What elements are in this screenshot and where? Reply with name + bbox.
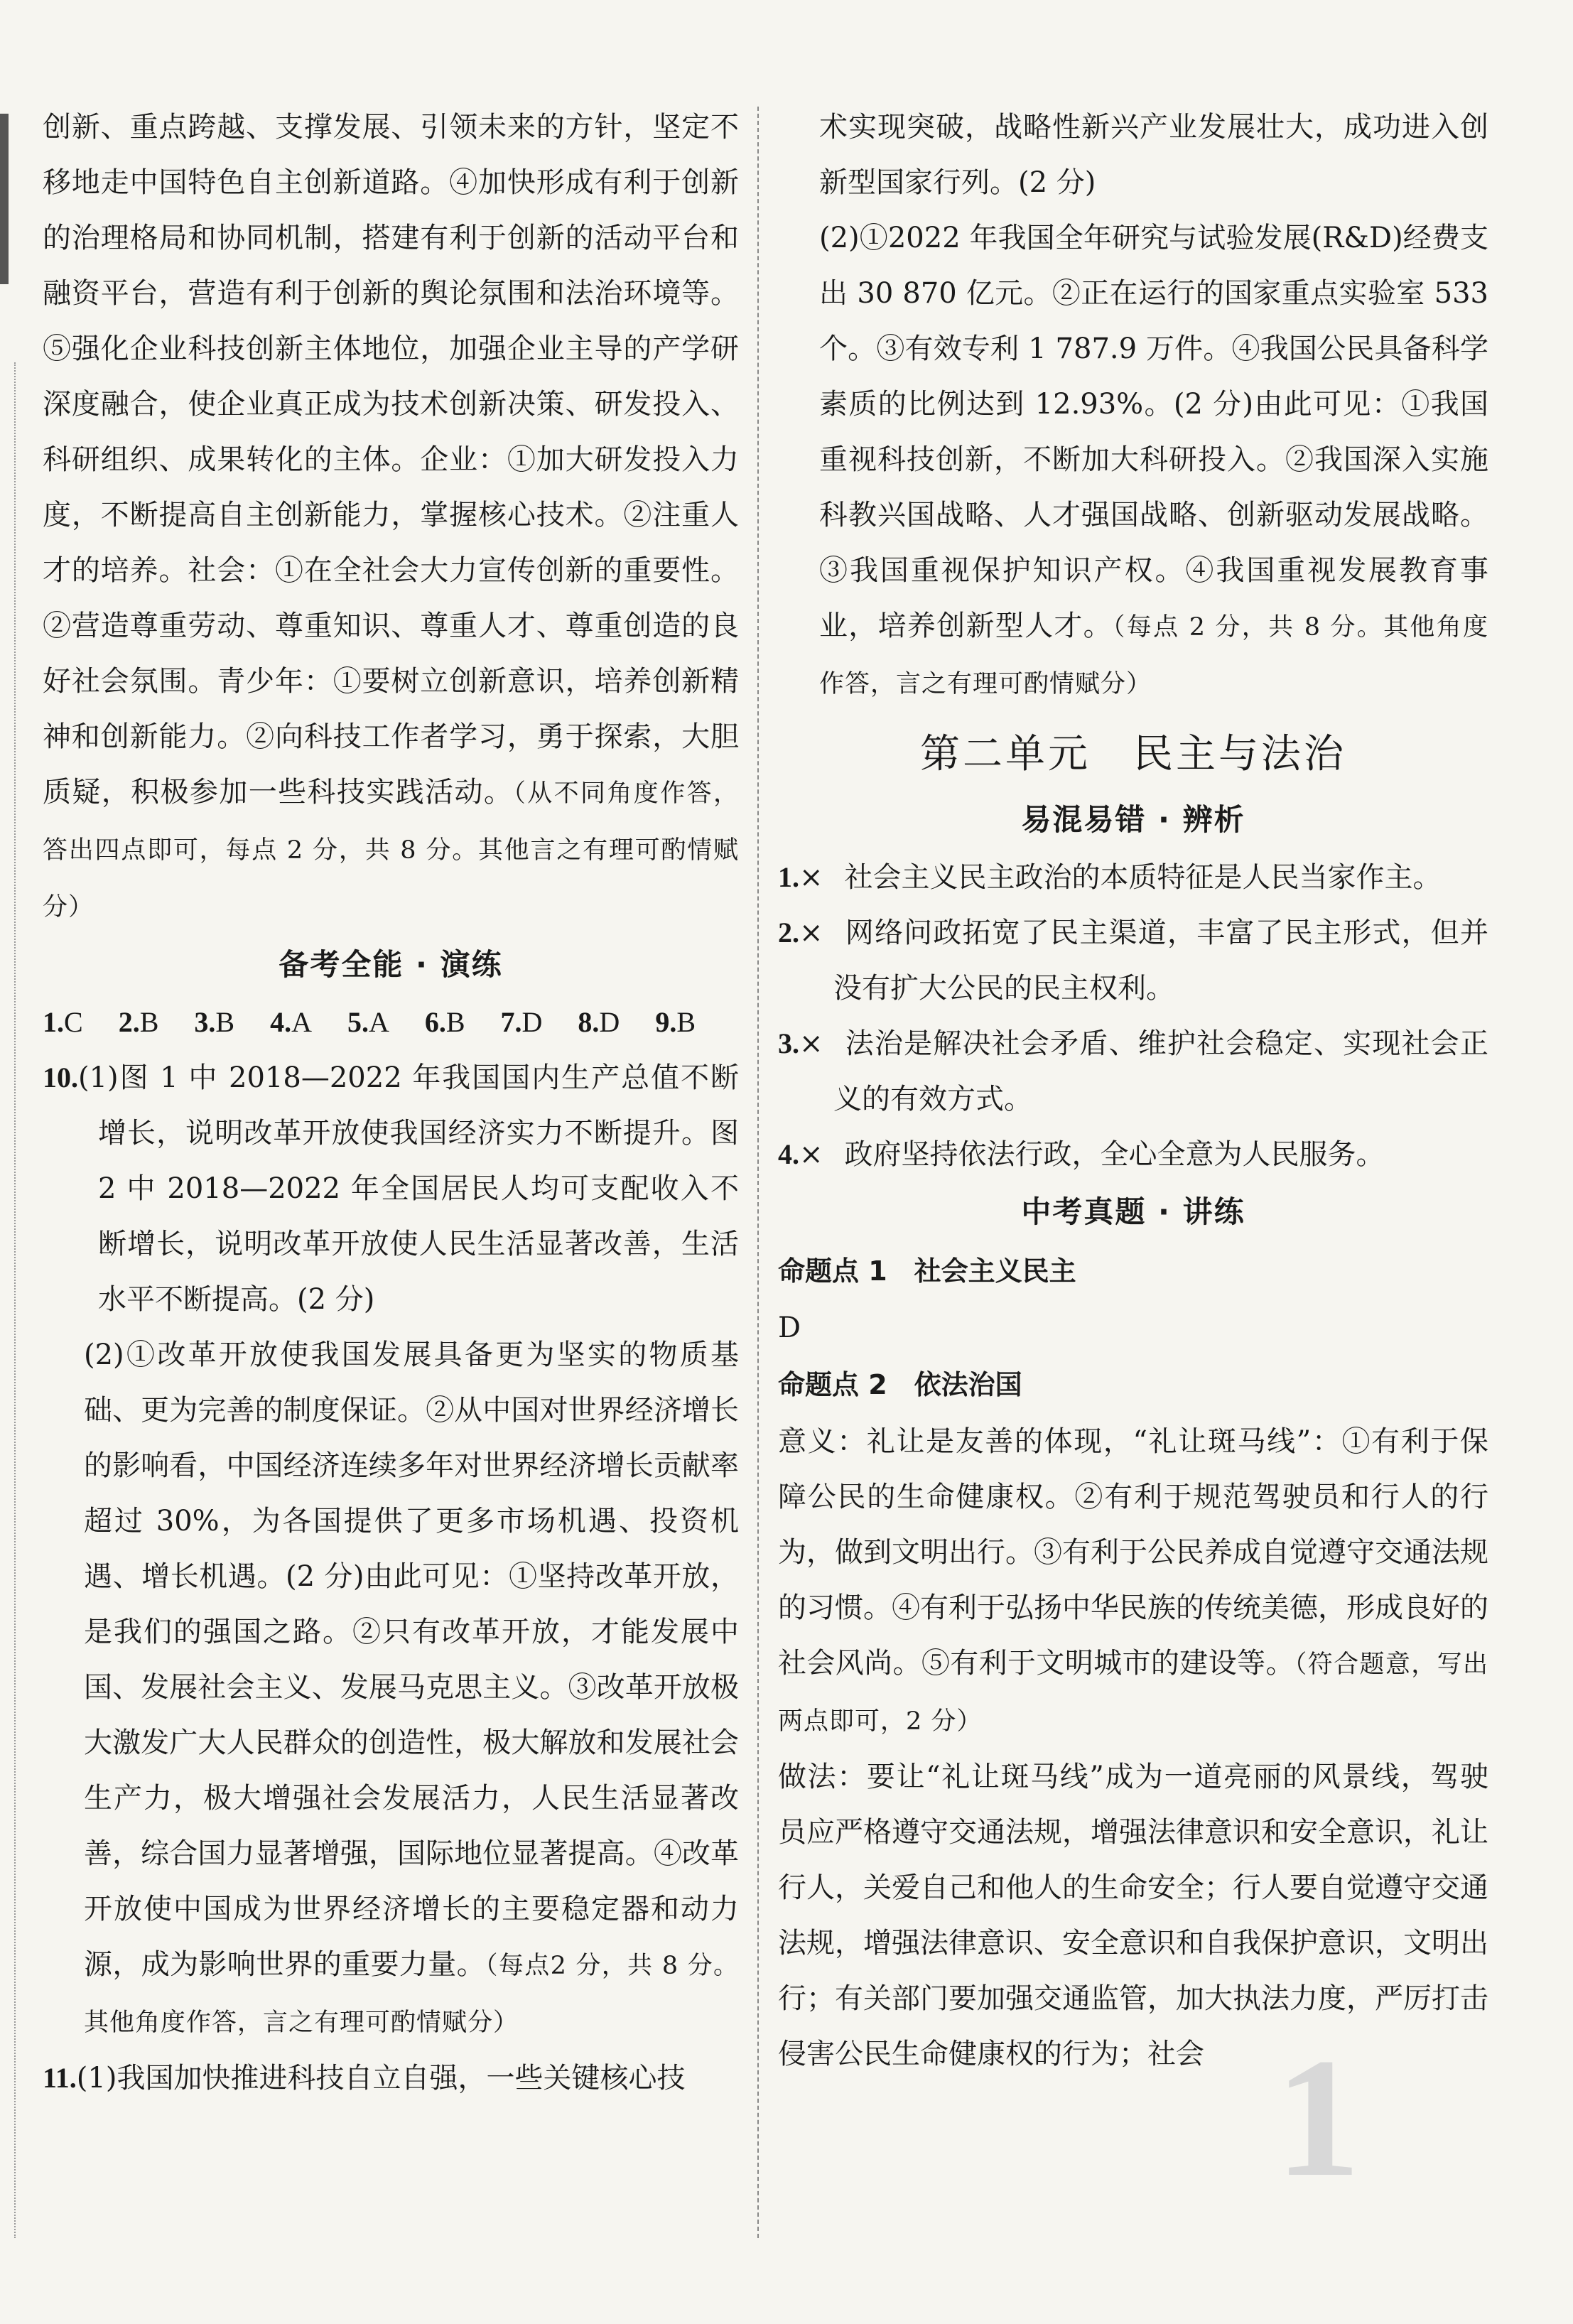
cross-mark: × xyxy=(799,1138,823,1171)
right-column xyxy=(778,99,1488,2082)
unit-title: 第二单元 民主与法治 xyxy=(920,731,1346,777)
key-point-heading: 命题点 1 社会主义民主 xyxy=(778,1255,1076,1287)
method-paragraph: 做法：要让“礼让斑马线”成为一道亮丽的风景线，驾驶员应严格遵守交通法规，增强法律意识和安全意识，礼让行人，关爱自己和他人的生命安全；行人要自觉遵守交通法规，增强法律意识、安全意识和自我保护意识，文明出行；有关部门要加强交通监管，加大执法力度，严厉打击侵害公民生命健康权的行为；社会 xyxy=(778,1761,1488,2070)
error-item: 1.× 社会主义民主政治的本质特征是人民当家作主。 xyxy=(778,861,1442,894)
meaning-paragraph: 意义：礼让是友善的体现，“礼让斑马线”：①有利于保障公民的生命健康权。②有利于规范驾驶员和行人的行为，做到文明出行。③有利于公民养成自觉遵守交通法规的习惯。④有利于弘扬中华民族的传统美德，形成良好的社会风尚。⑤有利于文明城市的建设等。（符合题意，写出两点即可，2 分） xyxy=(778,1425,1488,1736)
error-item: 3.× 法治是解决社会矛盾、维护社会稳定、实现社会正义的有效方式。 xyxy=(778,1027,1488,1115)
scoring-note: （从不同角度作答，答出四点即可，每点 2 分，共 8 分。其他言之有理可酌情赋分） xyxy=(43,779,739,922)
multiple-choice-answers xyxy=(43,995,739,1050)
section-title-errors: 易混易错 · 辨析 xyxy=(1021,802,1245,837)
mc-answer: 5.A xyxy=(347,1006,389,1038)
cross-mark: × xyxy=(799,917,823,949)
mc-answer: 8.D xyxy=(578,1006,620,1038)
left-column xyxy=(43,99,739,2106)
scoring-note: （每点2 分，共 8 分。其他角度作答，言之有理可酌情赋分） xyxy=(84,1952,740,2037)
mc-answer: 3.B xyxy=(194,1006,235,1038)
question-number: 10. xyxy=(43,1061,78,1093)
error-item: 4.× 政府坚持依法行政，全心全意为人民服务。 xyxy=(778,1138,1385,1171)
cross-mark: × xyxy=(799,1027,823,1060)
cross-mark: × xyxy=(799,861,823,894)
error-item: 2.× 网络问政拓宽了民主渠道，丰富了民主形式，但并没有扩大公民的民主权利。 xyxy=(778,917,1488,1005)
q11-continuation: 术实现突破，战略性新兴产业发展壮大，成功进入创新型国家行列。(2 分) xyxy=(819,111,1488,199)
q10-part2: (2)①改革开放使我国发展具备更为坚实的物质基础、更为完善的制度保证。②从中国对世界经济增长的影响看，中国经济连续多年对世界经济增长贡献率超过 30%，为各国提供了更多市场机遇、投资机遇、增长机遇。(2 分)由此可见：①坚持改革开放，是我们的强国之路。②只有改革开放，才能发展中国、发展社会主义、发展马克思主义。③改革开放极大激发广大人民群众的创造性，极大解放和发展社会生产力，极大增强社会发展活力，人民生活显著改善，综合国力显著增强，国际地位显著提高。④改革开放使中国成为世界经济增长的主要稳定器和动力源，成为影响世界的重要力量。（每点2 分，共 8 分。其他角度作答，言之有理可酌情赋分） xyxy=(84,1339,740,2037)
q10-part1: 10.(1)图 1 中 2018—2022 年我国国内生产总值不断增长，说明改革开放使我国经济实力不断提升。图 2 中 2018—2022 年全国居民人均可支配收入不断增长，说明改革开放使人民生活显著改善，生活水平不断提高。(2 分) xyxy=(43,1061,739,1316)
mc-answer: 1.C xyxy=(43,1006,83,1038)
mc-answer: 2.B xyxy=(118,1006,159,1038)
q11-part2: (2)①2022 年我国全年研究与试验发展(R&D)经费支出 30 870 亿元。②正在运行的国家重点实验室 533 个。③有效专利 1 787.9 万件。④我国公民具备科学素质的比例达到 12.93%。(2 分)由此可见：①我国重视科技创新，不断加大科研投入。②我国深入实施科教兴国战略、人才强国战略、创新驱动发展战略。③我国重视保护知识产权。④我国重视发展教育事业，培养创新型人才。（每点 2 分，共 8 分。其他角度作答，言之有理可酌情赋分） xyxy=(819,222,1488,698)
page-number: 1 xyxy=(1275,2023,1361,2212)
mc-answer: 9.B xyxy=(655,1006,696,1038)
section-title-exam: 中考真题 · 讲练 xyxy=(1021,1194,1245,1229)
q11-part1: 11.(1)我国加快推进科技自立自强，一些关键核心技 xyxy=(43,2062,686,2095)
mc-answer: 6.B xyxy=(424,1006,465,1038)
column-divider xyxy=(757,107,759,2238)
mc-answer: 4.A xyxy=(270,1006,312,1038)
key-point-heading: 命题点 2 依法治国 xyxy=(778,1369,1022,1400)
answer-paragraph: 创新、重点跨越、支撑发展、引领未来的方针，坚定不移地走中国特色自主创新道路。④加快形成有利于创新的治理格局和协同机制，搭建有利于创新的活动平台和融资平台，营造有利于创新的舆论氛围和法治环境等。⑤强化企业科技创新主体地位，加强企业主导的产学研深度融合，使企业真正成为技术创新决策、研发投入、科研组织、成果转化的主体。企业：①加大研发投入力度，不断提高自主创新能力，掌握核心技术。②注重人才的培养。社会：①在全社会大力宣传创新的重要性。②营造尊重劳动、尊重知识、尊重人才、尊重创造的良好社会氛围。青少年：①要树立创新意识，培养创新精神和创新能力。②向科技工作者学习，勇于探索，大胆质疑，积极参加一些科技实践活动。（从不同角度作答，答出四点即可，每点 2 分，共 8 分。其他言之有理可酌情赋分） xyxy=(43,111,739,922)
cut-line xyxy=(14,362,16,2238)
binding-mark xyxy=(0,114,9,284)
key-point-answer: D xyxy=(778,1312,801,1344)
section-title-practice: 备考全能 · 演练 xyxy=(279,947,503,982)
scoring-note: （符合题意，写出两点即可，2 分） xyxy=(778,1650,1488,1736)
scoring-note: （每点 2 分，共 8 分。其他角度作答，言之有理可酌情赋分） xyxy=(819,613,1488,698)
question-number: 11. xyxy=(43,2062,77,2094)
mc-answer: 7.D xyxy=(500,1006,543,1038)
